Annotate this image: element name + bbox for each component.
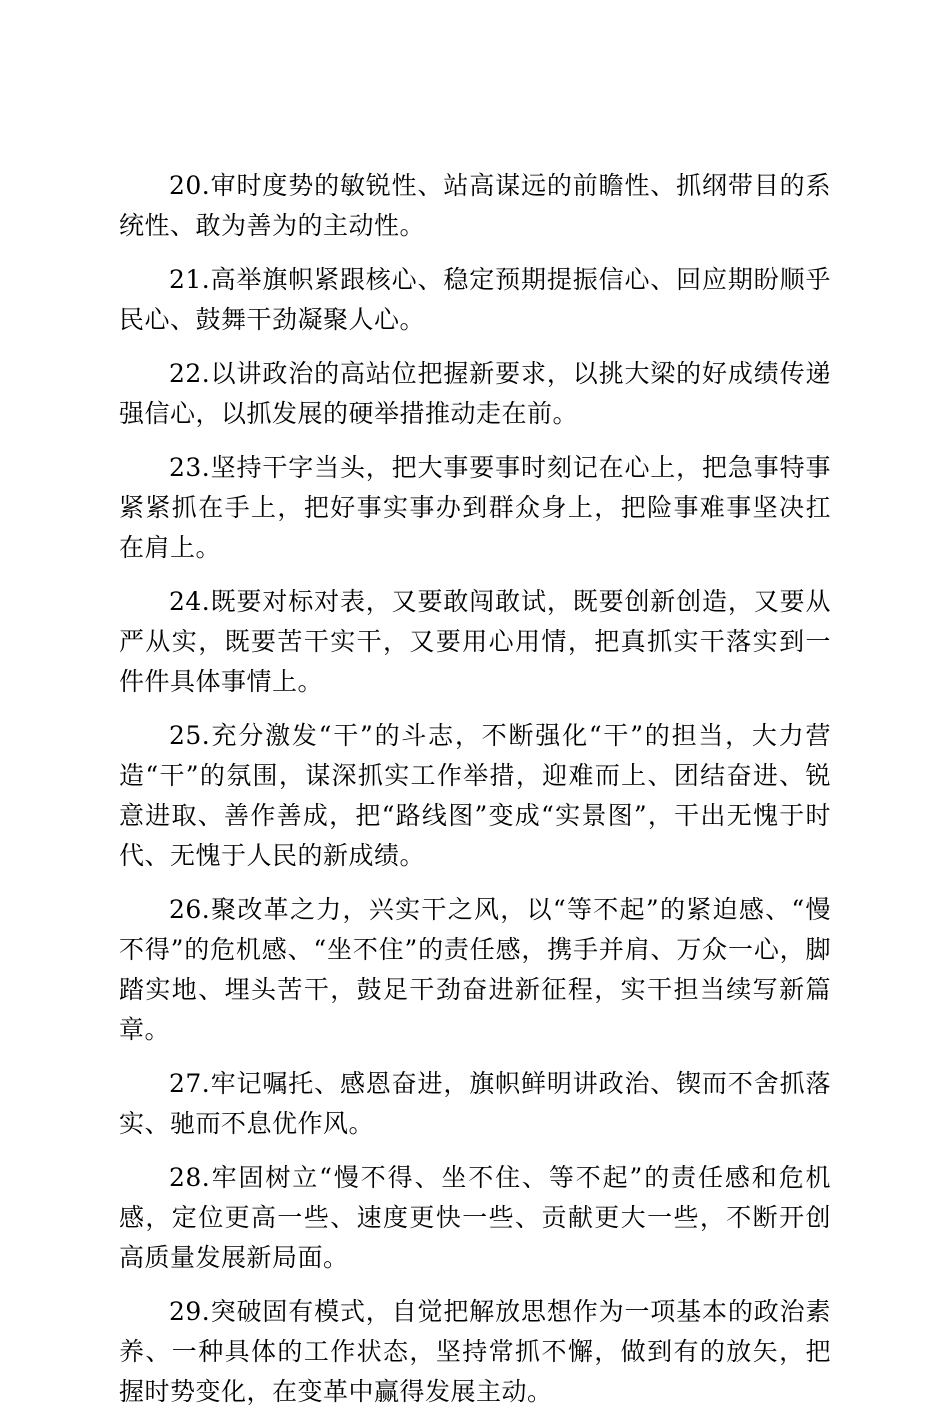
paragraph-21: 21.高举旗帜紧跟核心、稳定预期提振信心、回应期盼顺乎民心、鼓舞干劲凝聚人心。	[119, 265, 831, 334]
paragraph-29: 29.突破固有模式，自觉把解放思想作为一项基本的政治素养、一种具体的工作状态，坚持常抓不懈，做到有的放矢，把握时势变化，在变革中赢得发展主动。	[119, 1297, 831, 1406]
paragraph-22: 22.以讲政治的高站位把握新要求，以挑大梁的好成绩传递强信心，以抓发展的硬举措推动走在前。	[119, 359, 831, 428]
paragraph-27: 27.牢记嘱托、感恩奋进，旗帜鲜明讲政治、锲而不舍抓落实、驰而不息优作风。	[119, 1069, 831, 1138]
paragraph-23: 23.坚持干字当头，把大事要事时刻记在心上，把急事特事紧紧抓在手上，把好事实事办到群众身上，把险事难事坚决扛在肩上。	[119, 453, 831, 562]
document-body	[119, 166, 831, 1426]
paragraph-20: 20.审时度势的敏锐性、站高谋远的前瞻性、抓纲带目的系统性、敢为善为的主动性。	[119, 171, 831, 240]
paragraph-28: 28.牢固树立“慢不得、坐不住、等不起”的责任感和危机感，定位更高一些、速度更快一些、贡献更大一些，不断开创高质量发展新局面。	[119, 1163, 831, 1272]
paragraph-25: 25.充分激发“干”的斗志，不断强化“干”的担当，大力营造“干”的氛围，谋深抓实工作举措，迎难而上、团结奋进、锐意进取、善作善成，把“路线图”变成“实景图”，干出无愧于时代、无愧于人民的新成绩。	[119, 721, 831, 870]
paragraph-26: 26.聚改革之力，兴实干之风，以“等不起”的紧迫感、“慢不得”的危机感、“坐不住”的责任感，携手并肩、万众一心，脚踏实地、埋头苦干，鼓足干劲奋进新征程，实干担当续写新篇章。	[119, 895, 831, 1044]
paragraph-24: 24.既要对标对表，又要敢闯敢试，既要创新创造，又要从严从实，既要苦干实干，又要用心用情，把真抓实干落实到一件件具体事情上。	[119, 587, 831, 696]
